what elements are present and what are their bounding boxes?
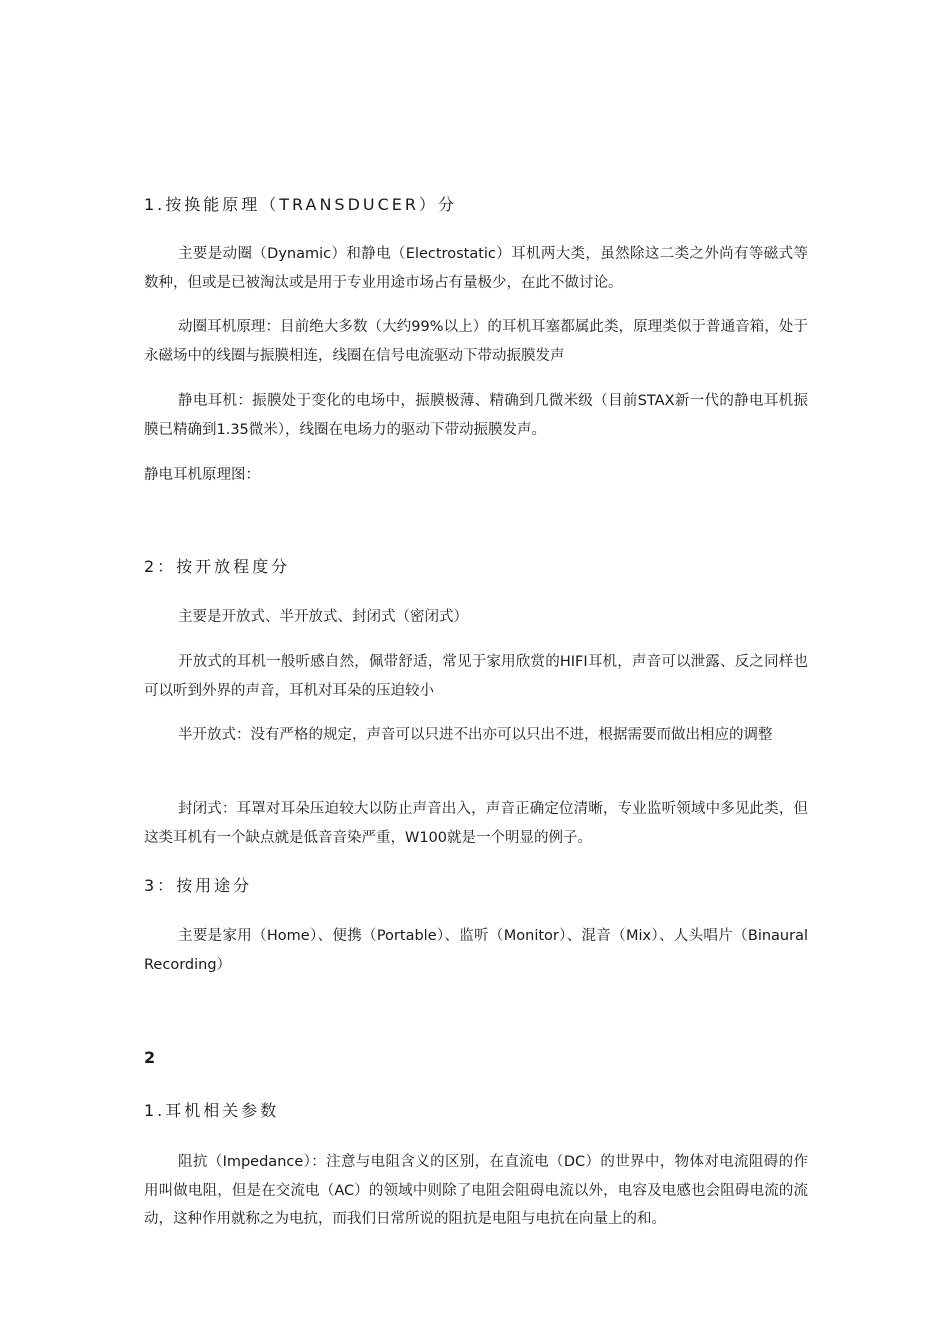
paragraph-dynamic-principle: 动圈耳机原理：目前绝大多数（大约99%以上）的耳机耳塞都属此类，原理类似于普通音箱，处于永磁场中的线圈与振膜相连，线圈在信号电流驱动下带动振膜发声 [144, 319, 808, 364]
paragraph-electrostatic-diagram-label: 静电耳机原理图： [144, 467, 260, 483]
paragraph-semi-open-type: 半开放式：没有严格的规定，声音可以只进不出亦可以只出不进，根据需要而做出相应的调整 [178, 727, 773, 743]
section-heading-usage: 3：按用途分 [144, 876, 253, 895]
section-heading-transducer: 1.按换能原理（TRANSDUCER）分 [144, 195, 458, 214]
chapter-number: 2 [144, 1048, 156, 1067]
paragraph-main-types: 主要是动圈（Dynamic）和静电（Electrostatic）耳机两大类，虽然除这二类之外尚有等磁式等数种，但或是已被淘汰或是用于专业用途市场占有量极少，在此不做讨论。 [144, 246, 808, 291]
section-heading-openness: 2：按开放程度分 [144, 557, 291, 576]
paragraph-usage-types: 主要是家用（Home）、便携（Portable）、监听（Monitor）、混音（Mix）、人头唱片（Binaural Recording） [144, 928, 808, 973]
paragraph-openness-types: 主要是开放式、半开放式、封闭式（密闭式） [178, 609, 468, 625]
paragraph-impedance: 阻抗（Impedance）：注意与电阻含义的区别，在直流电（DC）的世界中，物体对电流阻碍的作用叫做电阻，但是在交流电（AC）的领域中则除了电阻会阻碍电流以外，电容及电感也会阻碍电流的流动，这种作用就称之为电抗，而我们日常所说的阻抗是电阻与电抗在向量上的和。 [144, 1154, 808, 1227]
paragraph-closed-type: 封闭式：耳罩对耳朵压迫较大以防止声音出入，声音正确定位清晰，专业监听领域中多见此类，但这类耳机有一个缺点就是低音音染严重，W100就是一个明显的例子。 [144, 801, 808, 846]
section-heading-parameters: 1.耳机相关参数 [144, 1101, 280, 1120]
paragraph-electrostatic: 静电耳机：振膜处于变化的电场中，振膜极薄、精确到几微米级（目前STAX新一代的静电耳机振膜已精确到1.35微米），线圈在电场力的驱动下带动振膜发声。 [144, 393, 808, 438]
paragraph-open-type: 开放式的耳机一般听感自然，佩带舒适，常见于家用欣赏的HIFI耳机，声音可以泄露、反之同样也可以听到外界的声音，耳机对耳朵的压迫较小 [144, 654, 808, 699]
